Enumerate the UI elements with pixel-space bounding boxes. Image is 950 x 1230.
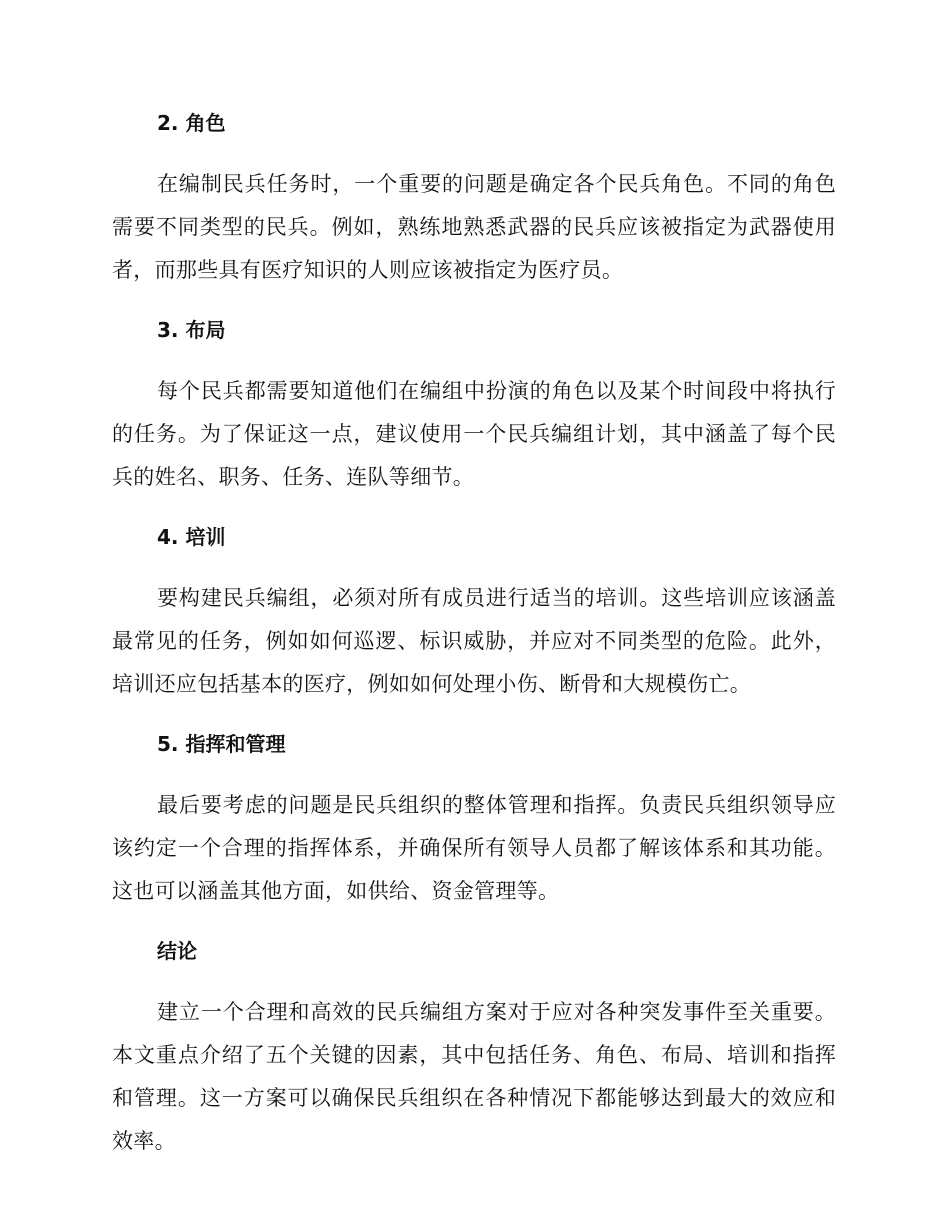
section-heading-command: 5. 指挥和管理 (157, 732, 286, 756)
section-paragraph-roles: 在编制民兵任务时，一个重要的问题是确定各个民兵角色。不同的角色需要不同类型的民兵。例如，熟练地熟悉武器的民兵应该被指定为武器使用者，而那些具有医疗知识的人则应该被指定为医疗员。 (112, 172, 836, 282)
section-heading-training: 4. 培训 (157, 525, 226, 549)
section-paragraph-conclusion: 建立一个合理和高效的民兵编组方案对于应对各种突发事件至关重要。本文重点介绍了五个关键的因素，其中包括任务、角色、布局、培训和指挥和管理。这一方案可以确保民兵组织在各种情况下都能够达到最大的效应和效率。 (112, 1000, 836, 1153)
section-heading-conclusion: 结论 (157, 939, 197, 963)
section-heading-layout: 3. 布局 (157, 318, 226, 342)
section-paragraph-training: 要构建民兵编组，必须对所有成员进行适当的培训。这些培训应该涵盖最常见的任务，例如如何巡逻、标识威胁，并应对不同类型的危险。此外，培训还应包括基本的医疗，例如如何处理小伤、断骨和大规模伤亡。 (112, 586, 836, 696)
section-paragraph-layout: 每个民兵都需要知道他们在编组中扮演的角色以及某个时间段中将执行的任务。为了保证这一点，建议使用一个民兵编组计划，其中涵盖了每个民兵的姓名、职务、任务、连队等细节。 (112, 379, 836, 489)
section-heading-roles: 2. 角色 (157, 111, 226, 135)
document-page (112, 108, 836, 1163)
section-paragraph-command: 最后要考虑的问题是民兵组织的整体管理和指挥。负责民兵组织领导应该约定一个合理的指挥体系，并确保所有领导人员都了解该体系和其功能。这也可以涵盖其他方面，如供给、资金管理等。 (112, 793, 836, 903)
